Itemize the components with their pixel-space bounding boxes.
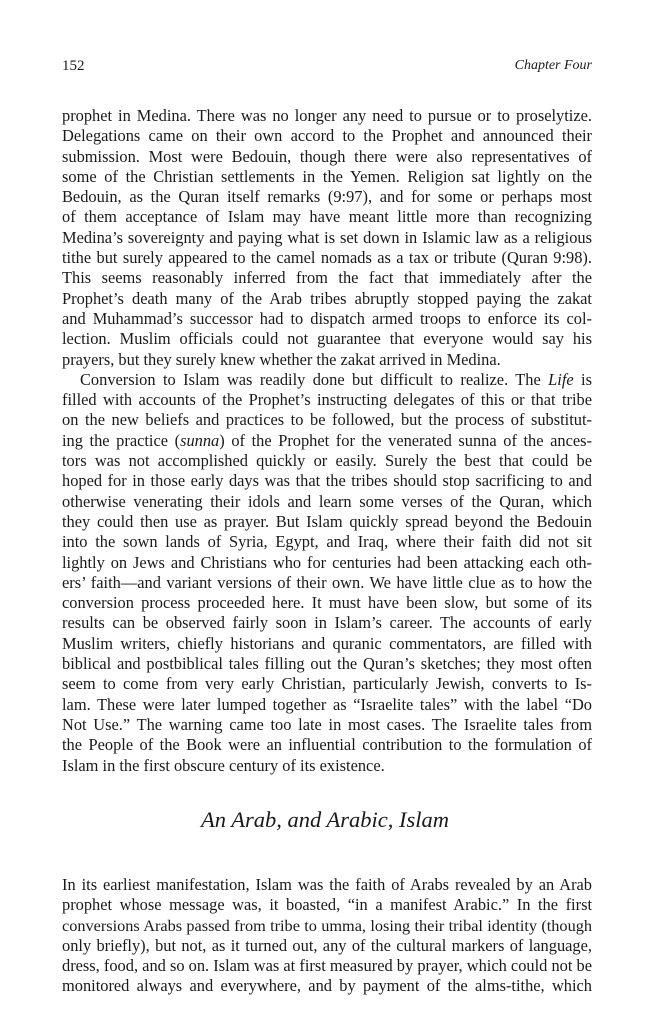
text-line: Medina’s sovereignty and paying what is set down in Islamic law as a religious xyxy=(62,227,592,247)
text-line: and Muhammad’s successor had to dispatch armed troops to enforce its col- xyxy=(62,308,592,328)
text-line: tithe but surely appeared to the camel nomads as a tax or tribute (Quran 9:98). xyxy=(62,248,592,268)
text-line: prophet whose message was, it boasted, “in a manifest Arabic.” In the first xyxy=(62,895,592,915)
text-line: hoped for in those early days was that the tribes should stop sacrificing to and xyxy=(62,471,592,491)
text-line: tors was not accomplished quickly or easily. Surely the best that could be xyxy=(62,451,592,471)
text-line: lightly on Jews and Christians who for centuries had been attacking each oth- xyxy=(62,552,592,572)
running-head xyxy=(62,58,592,78)
italic-term: sunna xyxy=(180,430,220,450)
text-run: Conversion to Islam was readily done but difficult to realize. The xyxy=(80,369,549,389)
text-line: on the new beliefs and practices to be followed, but the process of substitut- xyxy=(62,410,592,430)
text-line: Bedouin, as the Quran itself remarks (9:97), and for some or perhaps most xyxy=(62,187,592,207)
text-run: is xyxy=(573,369,592,389)
text-line: In its earliest manifestation, Islam was the faith of Arabs revealed by an Arab xyxy=(62,875,592,894)
text-line: conversions Arabs passed from tribe to umma, losing their tribal identity (though xyxy=(62,915,592,935)
text-line: the People of the Book were an influential contribution to the formulation of xyxy=(62,735,592,755)
text-line: lection. Muslim officials could not guarantee that everyone would say his xyxy=(62,329,592,349)
text-line: prophet in Medina. There was no longer any need to pursue or to proselytize. xyxy=(62,106,592,125)
text-line: of them acceptance of Islam may have meant little more than recognizing xyxy=(62,207,592,227)
text-line: some of the Christian settlements in the Yemen. Religion sat lightly on the xyxy=(62,166,592,186)
text-line: submission. Most were Bedouin, though there were also representatives of xyxy=(62,146,592,166)
text-line xyxy=(62,370,592,390)
chapter-title: Chapter Four xyxy=(514,58,592,73)
text-line: seem to come from very early Christian, particularly Jewish, converts to Is- xyxy=(62,674,592,694)
text-line: only briefly), but not, as it turned out, any of the cultural markers of language, xyxy=(62,935,592,955)
text-run: ing the practice ( xyxy=(62,430,181,450)
text-line: Not Use.” The warning came too late in most cases. The Israelite tales from xyxy=(62,714,592,734)
text-line: Delegations came on their own accord to the Prophet and announced their xyxy=(62,126,592,146)
text-line: they could then use as prayer. But Islam quickly spread beyond the Bedouin xyxy=(62,511,592,531)
text-line: lam. These were later lumped together as “Israelite tales” with the label “Do xyxy=(62,694,592,714)
section-heading: An Arab, and Arabic, Islam xyxy=(201,807,449,832)
body-text-lower xyxy=(62,875,592,997)
text-line: conversion process proceeded here. It must have been slow, but some of its xyxy=(62,593,592,613)
text-line: monitored always and everywhere, and by payment of the alms-tithe, which xyxy=(62,976,592,996)
text-line xyxy=(62,431,592,451)
text-line: Prophet’s death many of the Arab tribes abruptly stopped paying the zakat xyxy=(62,288,592,308)
text-line: filled with accounts of the Prophet’s instructing delegates of this or that tribe xyxy=(62,390,592,410)
text-line: biblical and postbiblical tales filling out the Quran’s sketches; they most often xyxy=(62,654,592,674)
body-text-upper xyxy=(62,106,592,776)
text-line: otherwise venerating their idols and learn some verses of the Quran, which xyxy=(62,491,592,511)
text-line: results can be observed fairly soon in Islam’s career. The accounts of early xyxy=(62,613,592,633)
text-line: This seems reasonably inferred from the fact that immediately after the xyxy=(62,268,592,288)
text-line: dress, food, and so on. Islam was at first measured by prayer, which could not be xyxy=(62,956,592,976)
text-run: ) of the Prophet for the venerated sunna of the ances- xyxy=(219,430,592,450)
italic-title: Life xyxy=(548,369,574,389)
text-line: prayers, but they surely knew whether the zakat arrived in Medina. xyxy=(62,349,501,369)
text-line: Islam in the first obscure century of its existence. xyxy=(62,755,385,775)
text-line: into the sown lands of Syria, Egypt, and Iraq, where their faith did not sit xyxy=(62,532,592,552)
text-line: ers’ faith—and variant versions of their own. We have little clue as to how the xyxy=(62,572,592,592)
text-line: Muslim writers, chiefly historians and quranic commentators, are filled with xyxy=(62,633,592,653)
page-number: 152 xyxy=(62,58,85,74)
